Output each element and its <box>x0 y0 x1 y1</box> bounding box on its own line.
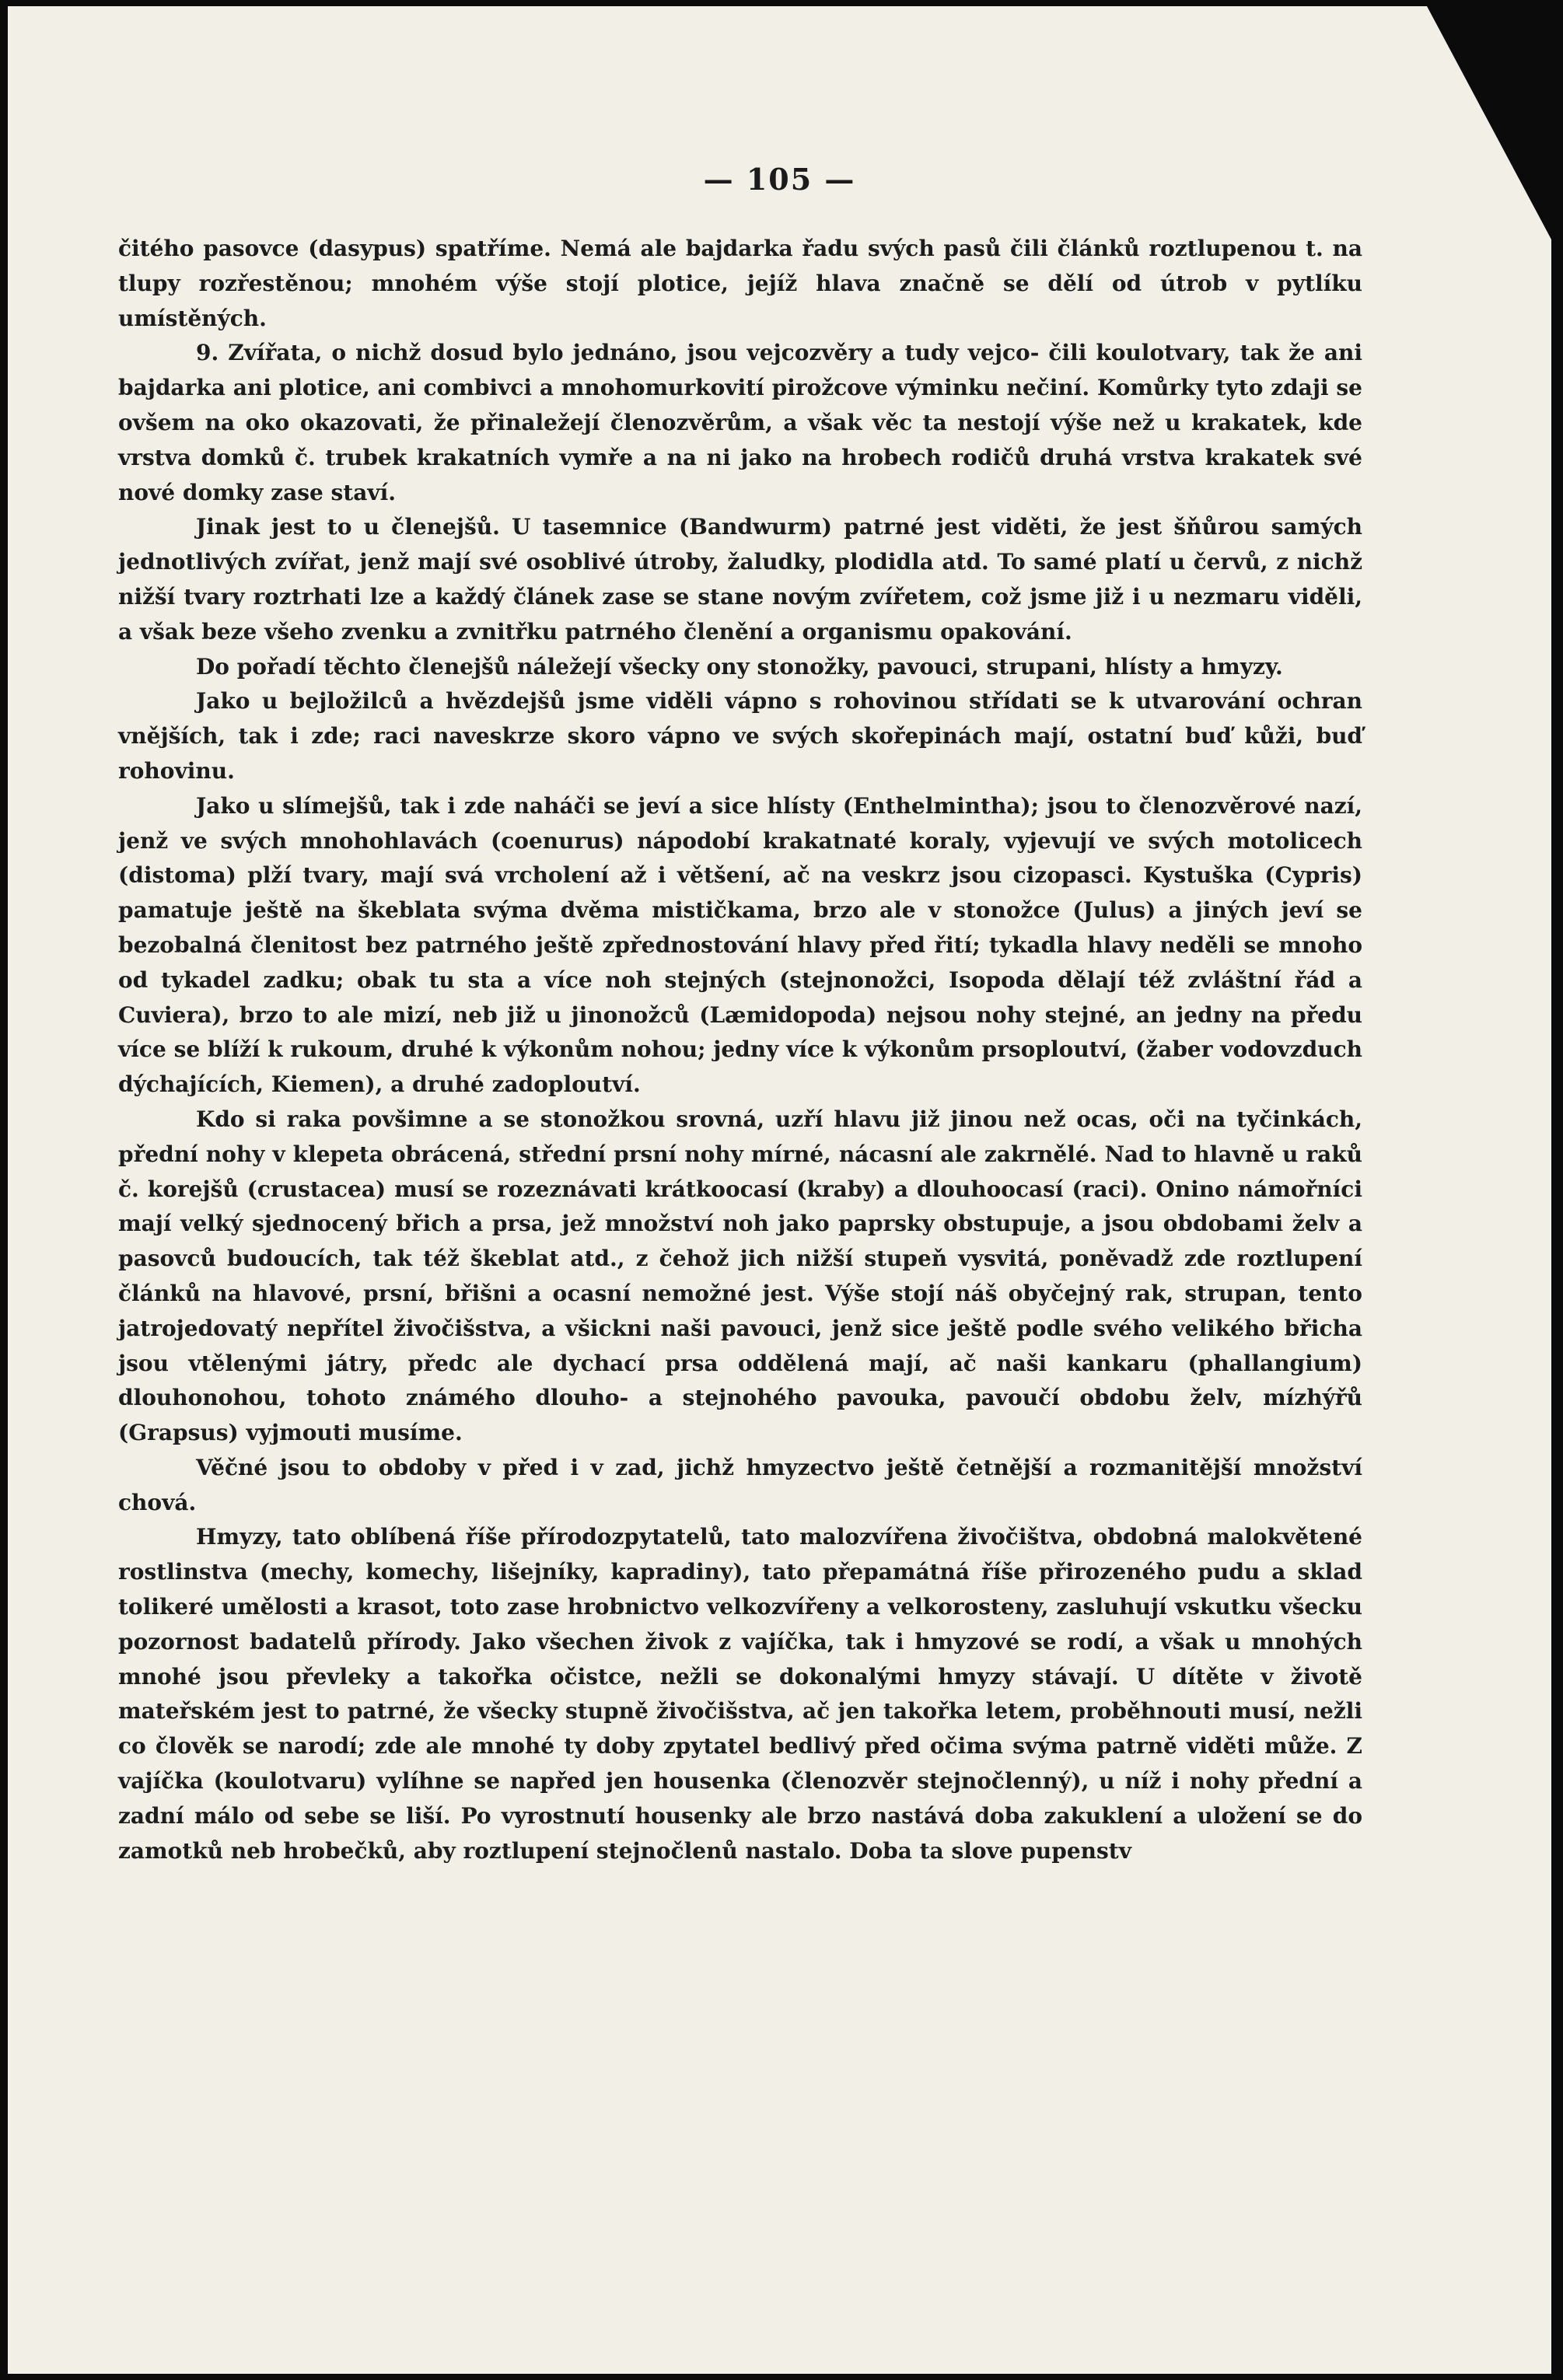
paragraph: 9. Zvířata, o nichž dosud bylo jednáno, jsou vejcozvěry a tudy vejco- čili koulotvary, tak že ani bajdarka ani plotice, ani combivci a mnohomurkovití pirožcove výminku nečiní. Komůrky tyto zdaji se ovšem na oko okazovati, že přinaležejí členozvěrům, a však věc ta nestojí výše než u krakatek, kde vrstva domků č. trubek krakatních vymře a na ni jako na hrobech rodičů druhá vrstva krakatek své nové domky zase staví. <box>118 340 1362 505</box>
page-corner-fold <box>1427 6 1551 239</box>
paragraph: Hmyzy, tato oblíbená říše přírodozpytatelů, tato malozvířena živočištva, obdobná malokvětené rostlinstva (mechy, komechy, lišejníky, kapradiny), tato přepamátná říše přirozeného pudu a sklad tolikeré umělosti a krasot, toto zase hrobnictvo velkozvířeny a velkorosteny, zasluhují vskutku všecku pozornost badatelů přírody. Jako všechen živok z vajíčka, tak i hmyzové se rodí, a však u mnohých mnohé jsou převleky a takořka očistce, nežli se dokonalými hmyzy stávají. U dítěte v životě mateřském jest to patrné, že všecky stupně živočišstva, ač jen takořka letem, proběhnouti musí, nežli co člověk se narodí; zde ale mnohé ty doby zpytatel bedlivý před očima svýma patrně viděti může. Z vajíčka (koulotvaru) vylíhne se napřed jen housenka (členozvěr stejnočlenný), u níž i nohy přední a zadní málo od sebe se liší. Po vyrostnutí housenky ale brzo nastává doba zakuklení a uložení se do zamotků neb hrobečků, aby roztlupení stejnočlenů nastalo. Doba ta slove pupenstv <box>118 1524 1362 1864</box>
paragraph: Kdo si raka povšimne a se stonožkou srovná, uzří hlavu již jinou než ocas, oči na tyčinkách, přední nohy v klepeta obrácená, střední prsní nohy mírné, nácasní ale zakrnělé. Nad to hlavně u raků č. korejšů (crustacea) musí se rozeznávati krátkoocasí (kraby) a dlouhoocasí (raci). Onino námořníci mají velký sjednocený břich a prsa, jež množství noh jako paprsky obstupuje, a jsou obdobami želv a pasovců budoucích, tak též škeblat atd., z čehož jich nižší stupeň vysvitá, poněvadž zde roztlupení článků na hlavové, prsní, břišni a ocasní nemožné jest. Výše stojí náš obyčejný rak, strupan, tento jatrojedovatý nepřítel živočišstva, a všickni naši pavouci, jenž sice ještě podle svého velikého břicha jsou vtělenými játry, předc ale dychací prsa oddělená mají, ač naši kankaru (phallangium) dlouhonohou, tohoto známého dlouho- a stejnohého pavouka, pavoučí obdobu želv, mízhýřů (Grapsus) vyjmouti musíme. <box>118 1106 1362 1446</box>
paragraph: Jako u bejložilců a hvězdejšů jsme viděli vápno s rohovinou střídati se k utvarování ochran vnějších, tak i zde; raci naveskrze skoro vápno ve svých skořepinách mají, ostatní buď kůži, buď rohovinu. <box>118 688 1362 784</box>
paragraph: Jinak jest to u členejšů. U tasemnice (Bandwurm) patrné jest viděti, že jest šňůrou samých jednotlivých zvířat, jenž mají své osoblivé útroby, žaludky, plodidla atd. To samé platí u červů, z nichž nižší tvary roztrhati lze a každý článek zase se stane novým zvířetem, což jsme již i u nezmaru viděli, a však beze všeho zvenku a zvnitřku patrného členění a organismu opakování. <box>118 514 1362 645</box>
body-text <box>118 232 1362 1868</box>
book-page <box>8 6 1551 2374</box>
page-number: — 105 — <box>703 162 856 197</box>
paragraph: Jako u slímejšů, tak i zde naháči se jeví a sice hlísty (Enthelmintha); jsou to členozvěrové nazí, jenž ve svých mnohohlavách (coenurus) nápodobí krakatnaté koraly, vyjevují ve svých motolicech (distoma) plží tvary, mají svá vrcholení až i většení, ač na veskrz jsou cizopasci. Kystuška (Cypris) pamatuje ještě na škeblata svýma dvěma mističkama, brzo ale v stonožce (Julus) a jiných jeví se bezobalná členitost bez patrného ještě zpřednostování hlavy před řití; tykadla hlavy neděli se mnoho od tykadel zadku; obak tu sta a více noh stejných (stejnonožci, Isopoda dělají též zvláštní řád a Cuviera), brzo to ale mizí, neb již u jinonožců (Læmidopoda) nejsou nohy stejné, an jedny na předu více se blíží k rukoum, druhé k výkonům nohou; jedny více k výkonům prsoploutví, (žaber vodovzduch dýchajících, Kiemen), a druhé zadoploutví. <box>118 792 1362 1098</box>
paragraph: Do pořadí těchto členejšů náležejí všecky ony stonožky, pavouci, strupani, hlísty a hmyzy. <box>196 653 1283 680</box>
paragraph: čitého pasovce (dasypus) spatříme. Nemá ale bajdarka řadu svých pasů čili článků roztlupenou t. na tlupy rozřestěnou; mnohém výše stojí plotice, jejíž hlava značně se dělí od útrob v pytlíku umístěných. <box>118 236 1362 331</box>
paragraph: Věčné jsou to obdoby v před i v zad, jichž hmyzectvo ještě četnější a rozmanitější množství chová. <box>118 1454 1362 1515</box>
